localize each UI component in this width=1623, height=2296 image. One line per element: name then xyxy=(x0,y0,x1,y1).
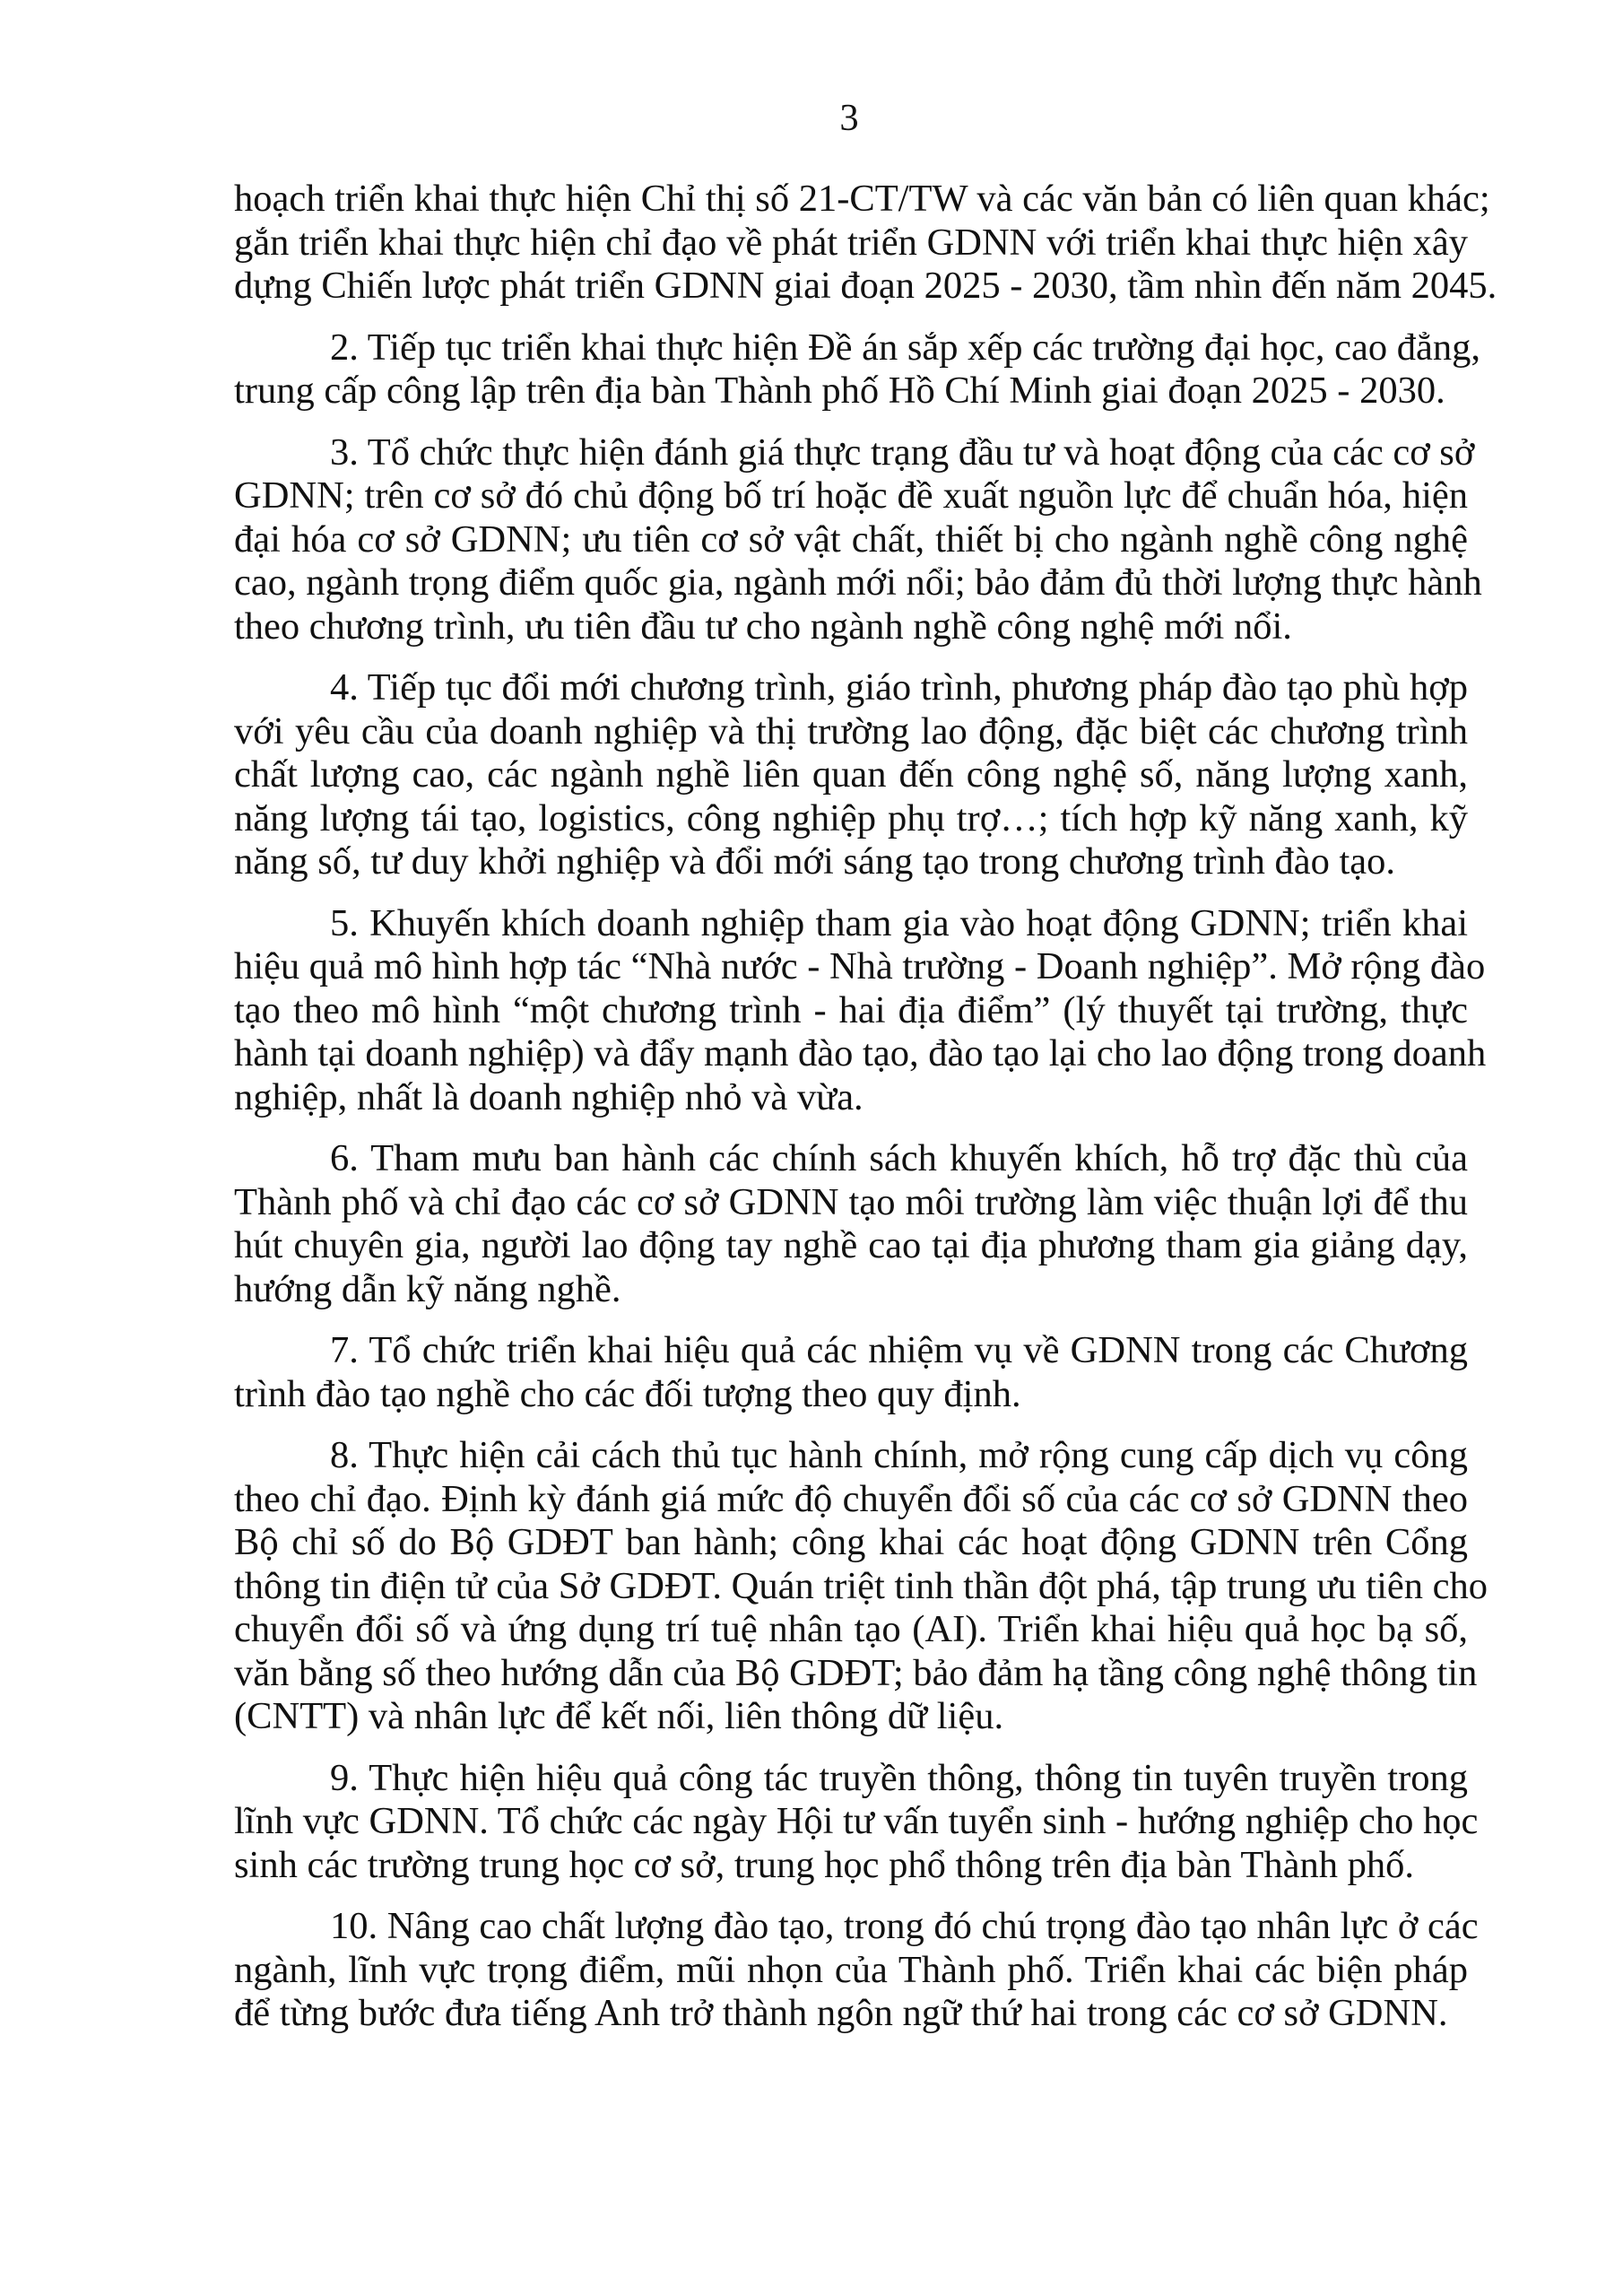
text-line: (CNTT) và nhân lực để kết nối, liên thông dữ liệu. xyxy=(234,1695,1004,1737)
text-line: với yêu cầu của doanh nghiệp và thị trường lao động, đặc biệt các chương trình xyxy=(234,709,1468,752)
text-line: nghiệp, nhất là doanh nghiệp nhỏ và vừa. xyxy=(234,1075,864,1118)
paragraph-10 xyxy=(234,1905,1479,2036)
text-line: chất lượng cao, các ngành nghề liên quan đến công nghệ số, năng lượng xanh, xyxy=(234,753,1468,796)
text-line: 10. Nâng cao chất lượng đào tạo, trong đó chú trọng đào tạo nhân lực ở các xyxy=(330,1905,1479,1947)
text-line: Thành phố và chỉ đạo các cơ sở GDNN tạo môi trường làm việc thuận lợi để thu xyxy=(234,1180,1468,1223)
text-line: 2. Tiếp tục triển khai thực hiện Đề án sắp xếp các trường đại học, cao đẳng, xyxy=(330,326,1480,369)
text-line: chuyển đổi số và ứng dụng trí tuệ nhân tạo (AI). Triển khai hiệu quả học bạ số, xyxy=(234,1608,1468,1650)
text-line: hiệu quả mô hình hợp tác “Nhà nước - Nhà trường - Doanh nghiệp”. Mở rộng đào xyxy=(234,945,1486,987)
text-line: hút chuyên gia, người lao động tay nghề cao tại địa phương tham gia giảng dạy, xyxy=(234,1224,1468,1266)
text-line: năng số, tư duy khởi nghiệp và đổi mới sáng tạo trong chương trình đào tạo. xyxy=(234,840,1396,883)
paragraph-5 xyxy=(234,901,1487,1120)
text-line: gắn triển khai thực hiện chỉ đạo về phát triển GDNN với triển khai thực hiện xây xyxy=(234,221,1468,264)
text-line: 7. Tổ chức triển khai hiệu quả các nhiệm vụ về GDNN trong các Chương xyxy=(330,1329,1468,1371)
text-line: 5. Khuyến khích doanh nghiệp tham gia vào hoạt động GDNN; triển khai xyxy=(330,901,1468,944)
text-line: hành tại doanh nghiệp) và đẩy mạnh đào tạo, đào tạo lại cho lao động trong doanh xyxy=(234,1032,1487,1074)
paragraph-3 xyxy=(234,430,1482,649)
text-line: 4. Tiếp tục đổi mới chương trình, giáo trình, phương pháp đào tạo phù hợp xyxy=(330,666,1468,709)
paragraph-9 xyxy=(234,1756,1479,1888)
text-line: sinh các trường trung học cơ sở, trung học phổ thông trên địa bàn Thành phố. xyxy=(234,1843,1415,1886)
document-body xyxy=(234,178,1497,2036)
page-number: 3 xyxy=(839,97,859,139)
text-line: văn bằng số theo hướng dẫn của Bộ GDĐT; bảo đảm hạ tầng công nghệ thông tin xyxy=(234,1651,1478,1694)
text-line: 3. Tổ chức thực hiện đánh giá thực trạng đầu tư và hoạt động của các cơ sở xyxy=(330,430,1475,474)
text-line: trung cấp công lập trên địa bàn Thành phố Hồ Chí Minh giai đoạn 2025 - 2030. xyxy=(234,370,1445,412)
text-line: trình đào tạo nghề cho các đối tượng theo quy định. xyxy=(234,1372,1021,1415)
paragraph-6 xyxy=(234,1137,1468,1311)
text-line: theo chương trình, ưu tiên đầu tư cho ngành nghề công nghệ mới nổi. xyxy=(234,604,1292,648)
text-line: GDNN; trên cơ sở đó chủ động bố trí hoặc đề xuất nguồn lực để chuẩn hóa, hiện xyxy=(234,474,1468,517)
text-line: để từng bước đưa tiếng Anh trở thành ngôn ngữ thứ hai trong các cơ sở GDNN. xyxy=(234,1992,1448,2034)
text-line: dựng Chiến lược phát triển GDNN giai đoạn 2025 - 2030, tầm nhìn đến năm 2045. xyxy=(234,265,1497,307)
text-line: 9. Thực hiện hiệu quả công tác truyền thông, thông tin tuyên truyền trong xyxy=(330,1756,1468,1799)
text-line: hướng dẫn kỹ năng nghề. xyxy=(234,1267,621,1310)
paragraph-2 xyxy=(234,326,1480,413)
text-line: 8. Thực hiện cải cách thủ tục hành chính, mở rộng cung cấp dịch vụ công xyxy=(330,1434,1468,1476)
text-line: Bộ chỉ số do Bộ GDĐT ban hành; công khai các hoạt động GDNN trên Cổng xyxy=(234,1521,1468,1563)
text-line: thông tin điện tử của Sở GDĐT. Quán triệt tinh thần đột phá, tập trung ưu tiên cho xyxy=(234,1564,1488,1607)
text-line: năng lượng tái tạo, logistics, công nghiệp phụ trợ…; tích hợp kỹ năng xanh, kỹ xyxy=(234,796,1468,839)
text-line: tạo theo mô hình “một chương trình - hai địa điểm” (lý thuyết tại trường, thực xyxy=(234,988,1468,1031)
paragraph-4 xyxy=(234,666,1468,884)
text-line: cao, ngành trọng điểm quốc gia, ngành mới nổi; bảo đảm đủ thời lượng thực hành xyxy=(234,561,1482,604)
text-line: theo chỉ đạo. Định kỳ đánh giá mức độ chuyển đổi số của các cơ sở GDNN theo xyxy=(234,1477,1468,1520)
paragraph-7 xyxy=(234,1329,1468,1416)
text-line: hoạch triển khai thực hiện Chỉ thị số 21-CT/TW và các văn bản có liên quan khác; xyxy=(234,178,1490,220)
paragraph-1 xyxy=(234,178,1497,309)
text-line: đại hóa cơ sở GDNN; ưu tiên cơ sở vật chất, thiết bị cho ngành nghề công nghệ xyxy=(234,517,1468,561)
text-line: lĩnh vực GDNN. Tổ chức các ngày Hội tư vấn tuyển sinh - hướng nghiệp cho học xyxy=(234,1800,1479,1842)
text-line: ngành, lĩnh vực trọng điểm, mũi nhọn của Thành phố. Triển khai các biện pháp xyxy=(234,1948,1468,1991)
paragraph-8 xyxy=(234,1434,1488,1739)
text-line: 6. Tham mưu ban hành các chính sách khuyến khích, hỗ trợ đặc thù của xyxy=(330,1137,1468,1179)
